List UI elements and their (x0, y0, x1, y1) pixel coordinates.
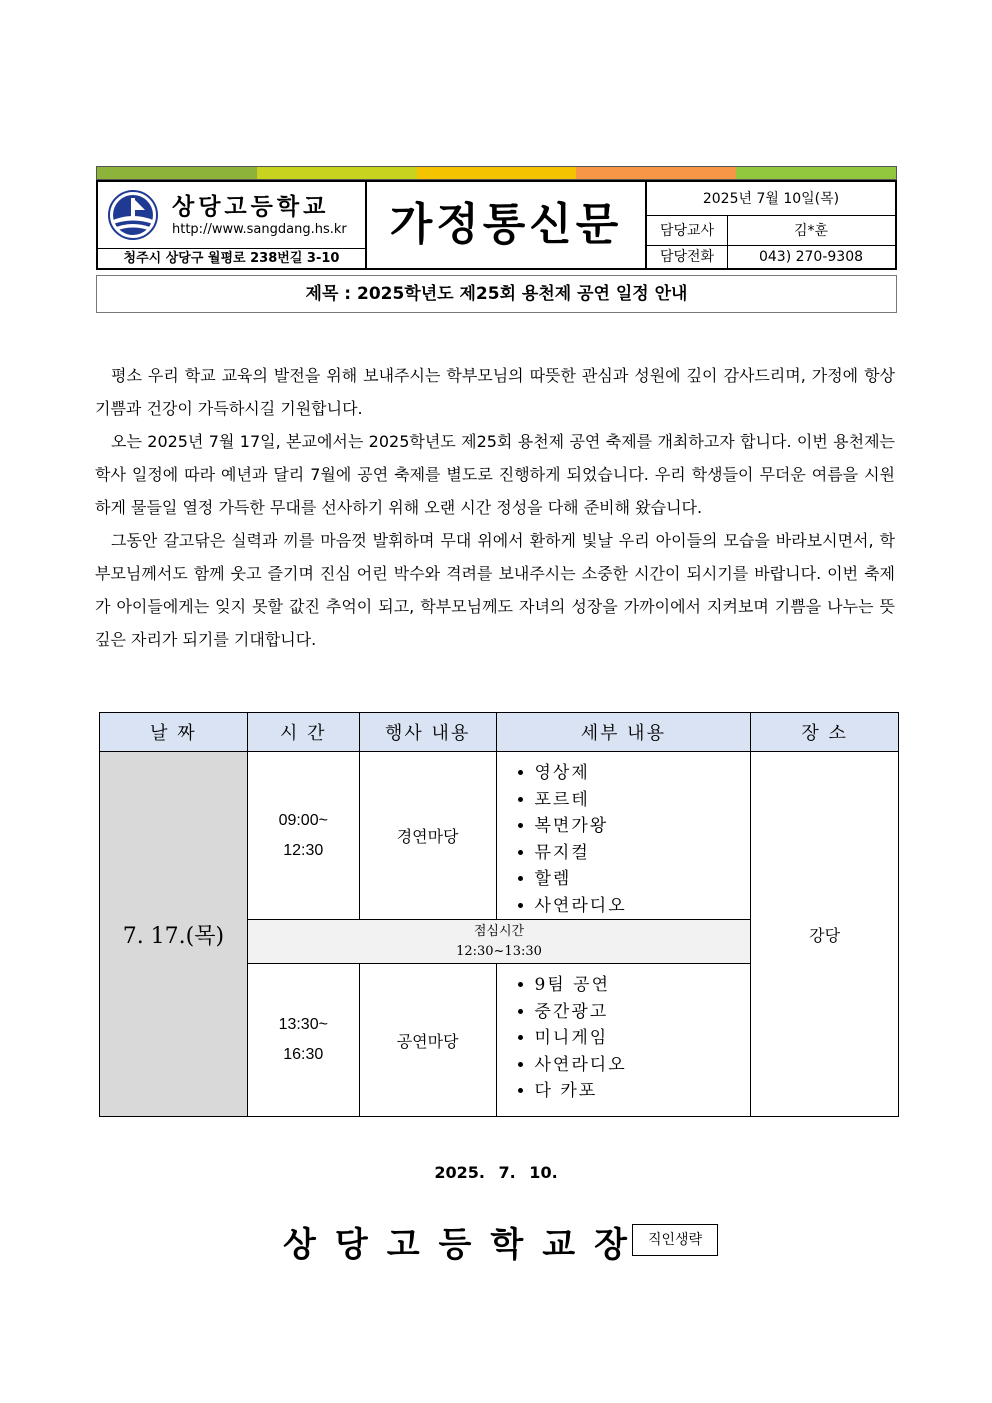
school-url[interactable]: http://www.sangdang.hs.kr (172, 222, 347, 237)
list-item: • 포르테 (535, 787, 751, 814)
table-row (100, 752, 899, 920)
session2-event: 공연마당 (359, 964, 496, 1117)
list-item: • 미니게임 (535, 1025, 751, 1052)
schedule-table (99, 712, 899, 1117)
header-event: 행사 내용 (359, 713, 496, 752)
header-place: 장 소 (751, 713, 899, 752)
header-color-strip (96, 166, 897, 180)
phone-row (647, 246, 895, 268)
teacher-value: 김*훈 (793, 223, 829, 239)
strip-segment (97, 167, 257, 179)
letter-body (95, 359, 895, 656)
event-date: 7. 17.(목) (100, 752, 248, 1117)
school-logo-icon (108, 190, 158, 240)
strip-segment (417, 167, 577, 179)
list-item: • 뮤지컬 (535, 840, 751, 867)
school-block (98, 182, 367, 248)
teacher-label: 담당교사 (647, 216, 728, 245)
body-paragraph: 그동안 갈고닦은 실력과 끼를 마음껏 발휘하며 무대 위에서 환하게 빛날 우리 아이들의 모습을 바라보시면서, 학부모님께서도 함께 웃고 즐기며 진심 어린 박수와 격려를 보내주시는 소중한 시간이 되시기를 바랍니다. 이번 축제가 아이들에게는 잊지 못할 값진 추억이 되고, 학부모님께도 자녀의 성장을 가까이에서 지켜보며 기쁨을 나누는 뜻깊은 자리가 되기를 기대합니다. (95, 531, 895, 649)
list-item: • 복면가왕 (535, 813, 751, 840)
session1-details (496, 752, 751, 920)
principal-signature: 상당고등학교장 (283, 1225, 646, 1265)
list-item: • 할렘 (535, 866, 751, 893)
list-item: • 다 카포 (535, 1078, 751, 1105)
header-date: 날 짜 (100, 713, 248, 752)
teacher-row (647, 216, 895, 246)
phone-value: 043) 270-9308 (758, 249, 864, 265)
session1-event: 경연마당 (359, 752, 496, 920)
session2-time-end: 16:30 (283, 1046, 324, 1063)
header-time: 시 간 (247, 713, 359, 752)
session2-time-start: 13:30~ (278, 1016, 328, 1033)
body-paragraph: 오는 2025년 7월 17일, 본교에서는 2025학년도 제25회 용천제 공연 축제를 개최하고자 합니다. 이번 용천제는 학사 일정에 따라 예년과 달리 7월에 공연 축제를 별도로 진행하게 되었습니다. 우리 학생들이 무더운 여름을 시원하게 물들일 열정 가득한 무대를 선사하기 위해 오랜 시간 정성을 다해 준비해 왔습니다. (95, 432, 895, 517)
strip-segment (736, 167, 896, 179)
school-address: 청주시 상당구 월평로 238번길 3-10 (98, 248, 367, 268)
issue-date: 2025년 7월 10일(목) (647, 182, 895, 216)
header-details: 세부 내용 (496, 713, 751, 752)
strip-segment (576, 167, 736, 179)
seal-omitted-box: 직인생략 (632, 1224, 718, 1256)
lunch-time: 12:30~13:30 (456, 943, 542, 959)
phone-label: 담당전화 (647, 246, 728, 268)
school-name: 상당고등학교 (172, 194, 330, 220)
table-header-row (100, 713, 899, 752)
list-item: • 영상제 (535, 760, 751, 787)
event-place: 강당 (751, 752, 899, 1117)
footer-date: 2025. 7. 10. (434, 1163, 558, 1182)
letter-header (96, 180, 897, 270)
info-block (647, 182, 895, 268)
subject-line: 제목 : 2025학년도 제25회 용천제 공연 일정 안내 (96, 275, 897, 313)
document-title: 가정통신문 (367, 182, 647, 268)
list-item: • 중간광고 (535, 999, 751, 1026)
strip-segment (257, 167, 417, 179)
session1-time-start: 09:00~ (278, 811, 328, 829)
list-item: • 사연라디오 (535, 1052, 751, 1079)
body-paragraph: 평소 우리 학교 교육의 발전을 위해 보내주시는 학부모님의 따뜻한 관심과 성원에 깊이 감사드리며, 가정에 항상 기쁨과 건강이 가득하시길 기원합니다. (95, 366, 895, 418)
lunch-break (247, 920, 750, 964)
session2-details (496, 964, 751, 1117)
lunch-label: 점심시간 (473, 923, 525, 939)
session2-time (247, 964, 359, 1117)
session1-time-end: 12:30 (283, 841, 324, 859)
session1-time (247, 752, 359, 920)
list-item: • 사연라디오 (535, 893, 751, 920)
list-item: • 9팀 공연 (535, 972, 751, 999)
